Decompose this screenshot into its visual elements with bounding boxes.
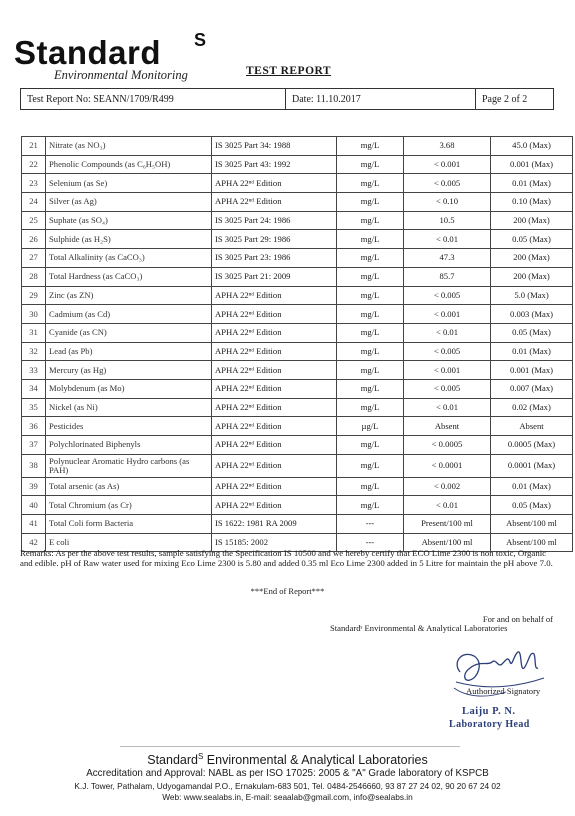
method-cell: IS 3025 Part 29: 1986 bbox=[212, 230, 337, 249]
table-row bbox=[22, 477, 573, 496]
limit-cell: 200 (Max) bbox=[491, 267, 573, 286]
result-cell: < 0.01 bbox=[404, 398, 491, 417]
unit-cell: mg/L bbox=[337, 496, 404, 515]
method-cell: IS 3025 Part 34: 1988 bbox=[212, 137, 337, 156]
end-of-report: ***End of Report*** bbox=[250, 586, 325, 596]
table-row bbox=[22, 267, 573, 286]
parameter-cell: Nickel (as Ni) bbox=[46, 398, 212, 417]
unit-cell: mg/L bbox=[337, 249, 404, 268]
parameter-cell: Total Coli form Bacteria bbox=[46, 515, 212, 534]
result-cell: 10.5 bbox=[404, 211, 491, 230]
unit-cell: mg/L bbox=[337, 193, 404, 212]
footer-address: K.J. Tower, Pathalam, Udyogamandal P.O., Ernakulam-683 501, Tel. 0484-2546660, 93 87 27 24 02, 90 20 67 24 02 bbox=[74, 781, 501, 791]
row-number: 23 bbox=[22, 174, 46, 193]
parameter-cell: Molybdenum (as Mo) bbox=[46, 379, 212, 398]
page-indicator: Page 2 of 2 bbox=[482, 93, 528, 105]
table-row bbox=[22, 436, 573, 455]
table-row bbox=[22, 361, 573, 380]
method-cell: APHA 22ⁿᵈ Edition bbox=[212, 286, 337, 305]
result-cell: < 0.0001 bbox=[404, 454, 491, 477]
unit-cell: mg/L bbox=[337, 454, 404, 477]
remarks-text: Remarks: As per the above test results, sample satisfying the Specification IS 10500 and we hereby certify that ECO Lime 2300 is non toxic, Organic and edible. pH of Raw water used for mixing Eco Lime 2300 is 5.80 and added 0.35 ml Eco Lime 2300 added in 5 Litre for maintain the pH above 7.0. bbox=[20, 548, 553, 569]
parameter-cell: Polychlorinated Biphenyls bbox=[46, 436, 212, 455]
unit-cell: mg/L bbox=[337, 477, 404, 496]
unit-cell: --- bbox=[337, 533, 404, 552]
result-cell: < 0.01 bbox=[404, 496, 491, 515]
parameter-cell: Lead (as Pb) bbox=[46, 342, 212, 361]
method-cell: APHA 22ⁿᵈ Edition bbox=[212, 342, 337, 361]
parameter-cell: Cyanide (as CN) bbox=[46, 323, 212, 342]
unit-cell: mg/L bbox=[337, 286, 404, 305]
unit-cell: mg/L bbox=[337, 267, 404, 286]
table-row bbox=[22, 249, 573, 268]
signature-behalf: For and on behalf of bbox=[482, 614, 553, 624]
limit-cell: 45.0 (Max) bbox=[491, 137, 573, 156]
result-cell: < 0.01 bbox=[404, 230, 491, 249]
footer-name-sup: S bbox=[197, 752, 204, 761]
row-number: 33 bbox=[22, 361, 46, 380]
table-row bbox=[22, 211, 573, 230]
result-cell: 47.3 bbox=[404, 249, 491, 268]
footer-accreditation: Accreditation and Approval: NABL as per ISO 17025: 2005 & "A" Grade laboratory of KSPCB bbox=[86, 768, 489, 779]
row-number: 37 bbox=[22, 436, 46, 455]
unit-cell: mg/L bbox=[337, 361, 404, 380]
limit-cell: 0.10 (Max) bbox=[491, 193, 573, 212]
limit-cell: 0.01 (Max) bbox=[491, 174, 573, 193]
result-cell: < 0.01 bbox=[404, 323, 491, 342]
unit-cell: mg/L bbox=[337, 436, 404, 455]
result-cell: < 0.10 bbox=[404, 193, 491, 212]
results-table-body bbox=[22, 137, 573, 552]
report-date: Date: 11.10.2017 bbox=[286, 89, 476, 109]
method-cell: IS 3025 Part 21: 2009 bbox=[212, 267, 337, 286]
limit-cell: 200 (Max) bbox=[491, 211, 573, 230]
parameter-cell: Zinc (as ZN) bbox=[46, 286, 212, 305]
table-row bbox=[22, 155, 573, 174]
row-number: 35 bbox=[22, 398, 46, 417]
unit-cell: mg/L bbox=[337, 323, 404, 342]
footer-divider bbox=[120, 746, 460, 747]
table-row bbox=[22, 230, 573, 249]
limit-cell: Absent/100 ml bbox=[491, 533, 573, 552]
method-cell: APHA 22ⁿᵈ Edition bbox=[212, 398, 337, 417]
unit-cell: mg/L bbox=[337, 398, 404, 417]
results-table bbox=[21, 136, 573, 552]
result-cell: < 0.005 bbox=[404, 174, 491, 193]
limit-cell: 0.01 (Max) bbox=[491, 342, 573, 361]
unit-cell: mg/L bbox=[337, 342, 404, 361]
footer-contact: Web: www.sealabs.in, E-mail: seaalab@gmail.com, info@sealabs.in bbox=[162, 792, 413, 802]
table-row bbox=[22, 323, 573, 342]
result-cell: < 0.002 bbox=[404, 477, 491, 496]
limit-cell: 0.001 (Max) bbox=[491, 155, 573, 174]
table-row bbox=[22, 515, 573, 534]
parameter-cell: Cadmium (as Cd) bbox=[46, 305, 212, 324]
limit-cell: Absent bbox=[491, 417, 573, 436]
method-cell: APHA 22ⁿᵈ Edition bbox=[212, 417, 337, 436]
method-cell: IS 3025 Part 23: 1986 bbox=[212, 249, 337, 268]
table-row bbox=[22, 496, 573, 515]
method-cell: IS 3025 Part 24: 1986 bbox=[212, 211, 337, 230]
row-number: 34 bbox=[22, 379, 46, 398]
table-row bbox=[22, 174, 573, 193]
row-number: 40 bbox=[22, 496, 46, 515]
parameter-cell: Total Hardness (as CaCO₃) bbox=[46, 267, 212, 286]
report-number: Test Report No: SEANN/1709/R499 bbox=[21, 89, 286, 109]
method-cell: APHA 22ⁿᵈ Edition bbox=[212, 174, 337, 193]
row-number: 29 bbox=[22, 286, 46, 305]
row-number: 30 bbox=[22, 305, 46, 324]
method-cell: APHA 22ⁿᵈ Edition bbox=[212, 436, 337, 455]
unit-cell: mg/L bbox=[337, 137, 404, 156]
table-row bbox=[22, 454, 573, 477]
parameter-cell: Suphate (as SO₄) bbox=[46, 211, 212, 230]
row-number: 22 bbox=[22, 155, 46, 174]
row-number: 31 bbox=[22, 323, 46, 342]
parameter-cell: Pesticides bbox=[46, 417, 212, 436]
unit-cell: --- bbox=[337, 515, 404, 534]
logo-superscript: S bbox=[194, 30, 207, 50]
result-cell: < 0.005 bbox=[404, 286, 491, 305]
logo-wordmark: Standard bbox=[14, 34, 162, 71]
row-number: 24 bbox=[22, 193, 46, 212]
method-cell: IS 1622: 1981 RA 2009 bbox=[212, 515, 337, 534]
footer-name-rest: Environmental & Analytical Laboratories bbox=[203, 753, 428, 768]
row-number: 21 bbox=[22, 137, 46, 156]
result-cell: < 0.0005 bbox=[404, 436, 491, 455]
limit-cell: 0.05 (Max) bbox=[491, 230, 573, 249]
parameter-cell: Polynuclear Aromatic Hydro carbons (as PAH) bbox=[46, 454, 212, 477]
parameter-cell: E coli bbox=[46, 533, 212, 552]
method-cell: APHA 22ⁿᵈ Edition bbox=[212, 193, 337, 212]
unit-cell: mg/L bbox=[337, 155, 404, 174]
table-row bbox=[22, 379, 573, 398]
result-cell: < 0.001 bbox=[404, 361, 491, 380]
result-cell: Absent bbox=[404, 417, 491, 436]
row-number: 38 bbox=[22, 454, 46, 477]
parameter-cell: Silver (as Ag) bbox=[46, 193, 212, 212]
method-cell: APHA 22ⁿᵈ Edition bbox=[212, 477, 337, 496]
row-number: 42 bbox=[22, 533, 46, 552]
method-cell: APHA 22ⁿᵈ Edition bbox=[212, 379, 337, 398]
company-logo bbox=[14, 30, 234, 86]
parameter-cell: Nitrate (as NO₃) bbox=[46, 137, 212, 156]
limit-cell: 0.05 (Max) bbox=[491, 323, 573, 342]
footer-name-main: Standard bbox=[147, 753, 198, 768]
method-cell: APHA 22ⁿᵈ Edition bbox=[212, 361, 337, 380]
signatory-title: Laboratory Head bbox=[449, 719, 530, 730]
table-row bbox=[22, 417, 573, 436]
result-cell: 85.7 bbox=[404, 267, 491, 286]
limit-cell: Absent/100 ml bbox=[491, 515, 573, 534]
unit-cell: mg/L bbox=[337, 211, 404, 230]
limit-cell: 0.02 (Max) bbox=[491, 398, 573, 417]
method-cell: APHA 22ⁿᵈ Edition bbox=[212, 454, 337, 477]
parameter-cell: Phenolic Compounds (as C₆H₅OH) bbox=[46, 155, 212, 174]
limit-cell: 0.001 (Max) bbox=[491, 361, 573, 380]
limit-cell: 0.003 (Max) bbox=[491, 305, 573, 324]
unit-cell: mg/L bbox=[337, 230, 404, 249]
limit-cell: 0.01 (Max) bbox=[491, 477, 573, 496]
table-row bbox=[22, 137, 573, 156]
table-row bbox=[22, 286, 573, 305]
row-number: 26 bbox=[22, 230, 46, 249]
result-cell: < 0.001 bbox=[404, 155, 491, 174]
signature-lab-name: Standardˢ Environmental & Analytical Laboratories bbox=[330, 623, 508, 633]
row-number: 27 bbox=[22, 249, 46, 268]
result-cell: 3.68 bbox=[404, 137, 491, 156]
logo-tagline: Environmental Monitoring bbox=[54, 68, 188, 82]
limit-cell: 0.0001 (Max) bbox=[491, 454, 573, 477]
parameter-cell: Total Chromium (as Cr) bbox=[46, 496, 212, 515]
limit-cell: 0.05 (Max) bbox=[491, 496, 573, 515]
method-cell: APHA 22ⁿᵈ Edition bbox=[212, 323, 337, 342]
table-row bbox=[22, 398, 573, 417]
parameter-cell: Sulphide (as H₂S) bbox=[46, 230, 212, 249]
limit-cell: 0.0005 (Max) bbox=[491, 436, 573, 455]
parameter-cell: Mercury (as Hg) bbox=[46, 361, 212, 380]
parameter-cell: Selenium (as Se) bbox=[46, 174, 212, 193]
row-number: 28 bbox=[22, 267, 46, 286]
method-cell: APHA 22ⁿᵈ Edition bbox=[212, 305, 337, 324]
limit-cell: 5.0 (Max) bbox=[491, 286, 573, 305]
row-number: 25 bbox=[22, 211, 46, 230]
row-number: 36 bbox=[22, 417, 46, 436]
unit-cell: µg/L bbox=[337, 417, 404, 436]
parameter-cell: Total arsenic (as As) bbox=[46, 477, 212, 496]
table-row bbox=[22, 342, 573, 361]
limit-cell: 200 (Max) bbox=[491, 249, 573, 268]
method-cell: IS 15185: 2002 bbox=[212, 533, 337, 552]
report-title: TEST REPORT bbox=[246, 65, 332, 77]
result-cell: < 0.001 bbox=[404, 305, 491, 324]
method-cell: IS 3025 Part 43: 1992 bbox=[212, 155, 337, 174]
table-row bbox=[22, 193, 573, 212]
method-cell: APHA 22ⁿᵈ Edition bbox=[212, 496, 337, 515]
footer-lab-name bbox=[0, 752, 575, 767]
table-row bbox=[22, 305, 573, 324]
unit-cell: mg/L bbox=[337, 305, 404, 324]
signatory-name: Laiju P. N. bbox=[462, 706, 516, 717]
result-cell: Present/100 ml bbox=[404, 515, 491, 534]
limit-cell: 0.007 (Max) bbox=[491, 379, 573, 398]
result-cell: Absent/100 ml bbox=[404, 533, 491, 552]
result-cell: < 0.005 bbox=[404, 342, 491, 361]
parameter-cell: Total Alkalinity (as CaCO₃) bbox=[46, 249, 212, 268]
row-number: 41 bbox=[22, 515, 46, 534]
row-number: 39 bbox=[22, 477, 46, 496]
unit-cell: mg/L bbox=[337, 379, 404, 398]
result-cell: < 0.005 bbox=[404, 379, 491, 398]
signature-label: Authorized Signatory bbox=[466, 686, 541, 696]
row-number: 32 bbox=[22, 342, 46, 361]
unit-cell: mg/L bbox=[337, 174, 404, 193]
report-header-box bbox=[20, 88, 554, 110]
